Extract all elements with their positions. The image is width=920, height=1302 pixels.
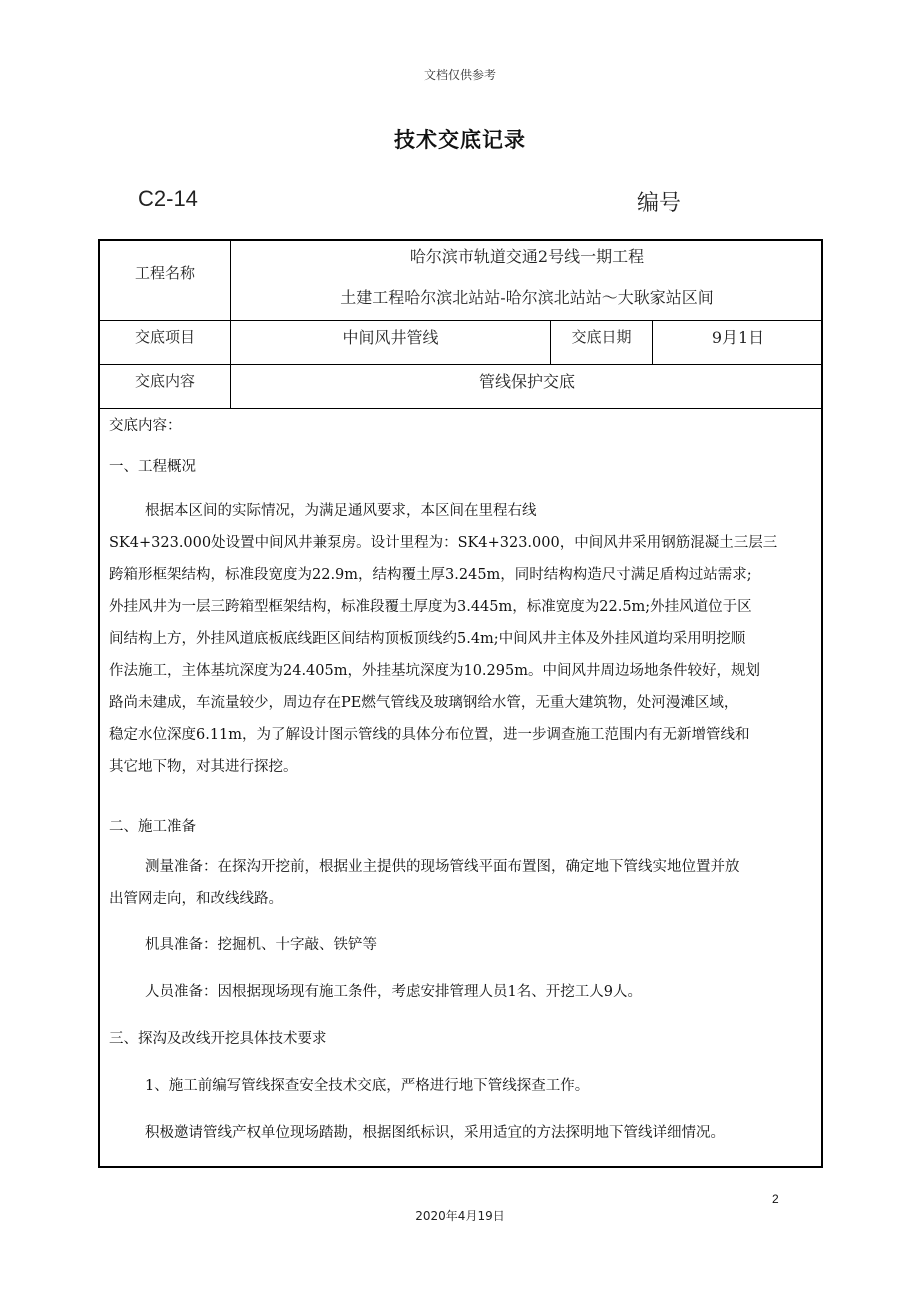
section-heading: 一、工程概况 xyxy=(109,459,196,475)
project-name-line2: 土建工程哈尔滨北站站-哈尔滨北站站～大耿家站区间 xyxy=(340,288,714,307)
paragraph-line: 机具准备：挖掘机、十字敲、铁铲等 xyxy=(145,937,377,953)
paragraph-line: 间结构上方，外挂风道底板底线距区间结构顶板顶线约5.4m;中间风井主体及外挂风道均采用明挖顺 xyxy=(109,631,746,647)
project-name-label: 工程名称 xyxy=(134,264,195,282)
paragraph-line: 跨箱形框架结构，标准段宽度为22.9m，结构覆土厚3.245m，同时结构构造尺寸满足盾构过站需求; xyxy=(109,567,752,583)
date-label: 交底日期 xyxy=(571,328,632,346)
paragraph-line: 外挂风井为一层三跨箱型框架结构，标准段覆土厚度为3.445m，标准宽度为22.5m;外挂风道位于区 xyxy=(109,599,752,615)
paragraph-line: 作法施工，主体基坑深度为24.405m，外挂基坑深度为10.295m。中间风井周边场地条件较好，规划 xyxy=(109,663,760,679)
item-label: 交底项目 xyxy=(134,328,195,346)
paragraph-line: SK4+323.000处设置中间风井兼泵房。设计里程为：SK4+323.000，中间风井采用钢筋混凝土三层三 xyxy=(109,535,778,551)
content-value: 管线保护交底 xyxy=(478,372,575,391)
paragraph-line: 出管网走向，和改线线路。 xyxy=(109,891,283,907)
date-value: 9月1日 xyxy=(711,328,765,347)
paragraph-line: 人员准备：因根据现场现有施工条件，考虑安排管理人员1名、开挖工人9人。 xyxy=(145,984,642,1000)
paragraph-line: 测量准备：在探沟开挖前，根据业主提供的现场管线平面布置图，确定地下管线实地位置并放 xyxy=(145,859,740,875)
paragraph-line: 稳定水位深度6.11m，为了解设计图示管线的具体分布位置，进一步调查施工范围内有无新增管线和 xyxy=(109,727,750,743)
record-table xyxy=(98,239,823,1168)
footer-date: 2020年4月19日 xyxy=(415,1209,505,1223)
serial-number-label: 编号 xyxy=(637,191,682,216)
form-code: C2-14 xyxy=(138,186,198,211)
paragraph-line: 根据本区间的实际情况，为满足通风要求，本区间在里程右线 xyxy=(145,503,537,519)
project-name-line1: 哈尔滨市轨道交通2号线一期工程 xyxy=(409,247,645,266)
paragraph-line: 积极邀请管线产权单位现场踏勘，根据图纸标识，采用适宜的方法探明地下管线详细情况。 xyxy=(145,1125,725,1141)
intro-label: 交底内容： xyxy=(109,418,182,434)
content-label: 交底内容 xyxy=(134,372,195,390)
page-number: 2 xyxy=(772,1192,779,1206)
row-divider xyxy=(100,364,821,365)
paragraph-line: 路尚未建成，车流量较少，周边存在PE燃气管线及玻璃钢给水管，无重大建筑物，处河漫滩区域， xyxy=(109,695,739,711)
item-value: 中间风井管线 xyxy=(342,328,439,347)
section-heading: 二、施工准备 xyxy=(109,819,196,835)
section-heading: 三、探沟及改线开挖具体技术要求 xyxy=(109,1031,327,1047)
document-title: 技术交底记录 xyxy=(394,128,526,152)
header-note: 文档仅供参考 xyxy=(423,68,496,82)
row-divider xyxy=(100,320,821,321)
paragraph-line: 1、施工前编写管线探查安全技术交底，严格进行地下管线探查工作。 xyxy=(145,1078,590,1094)
paragraph-line: 其它地下物，对其进行探挖。 xyxy=(109,759,298,775)
row-divider xyxy=(100,408,821,409)
